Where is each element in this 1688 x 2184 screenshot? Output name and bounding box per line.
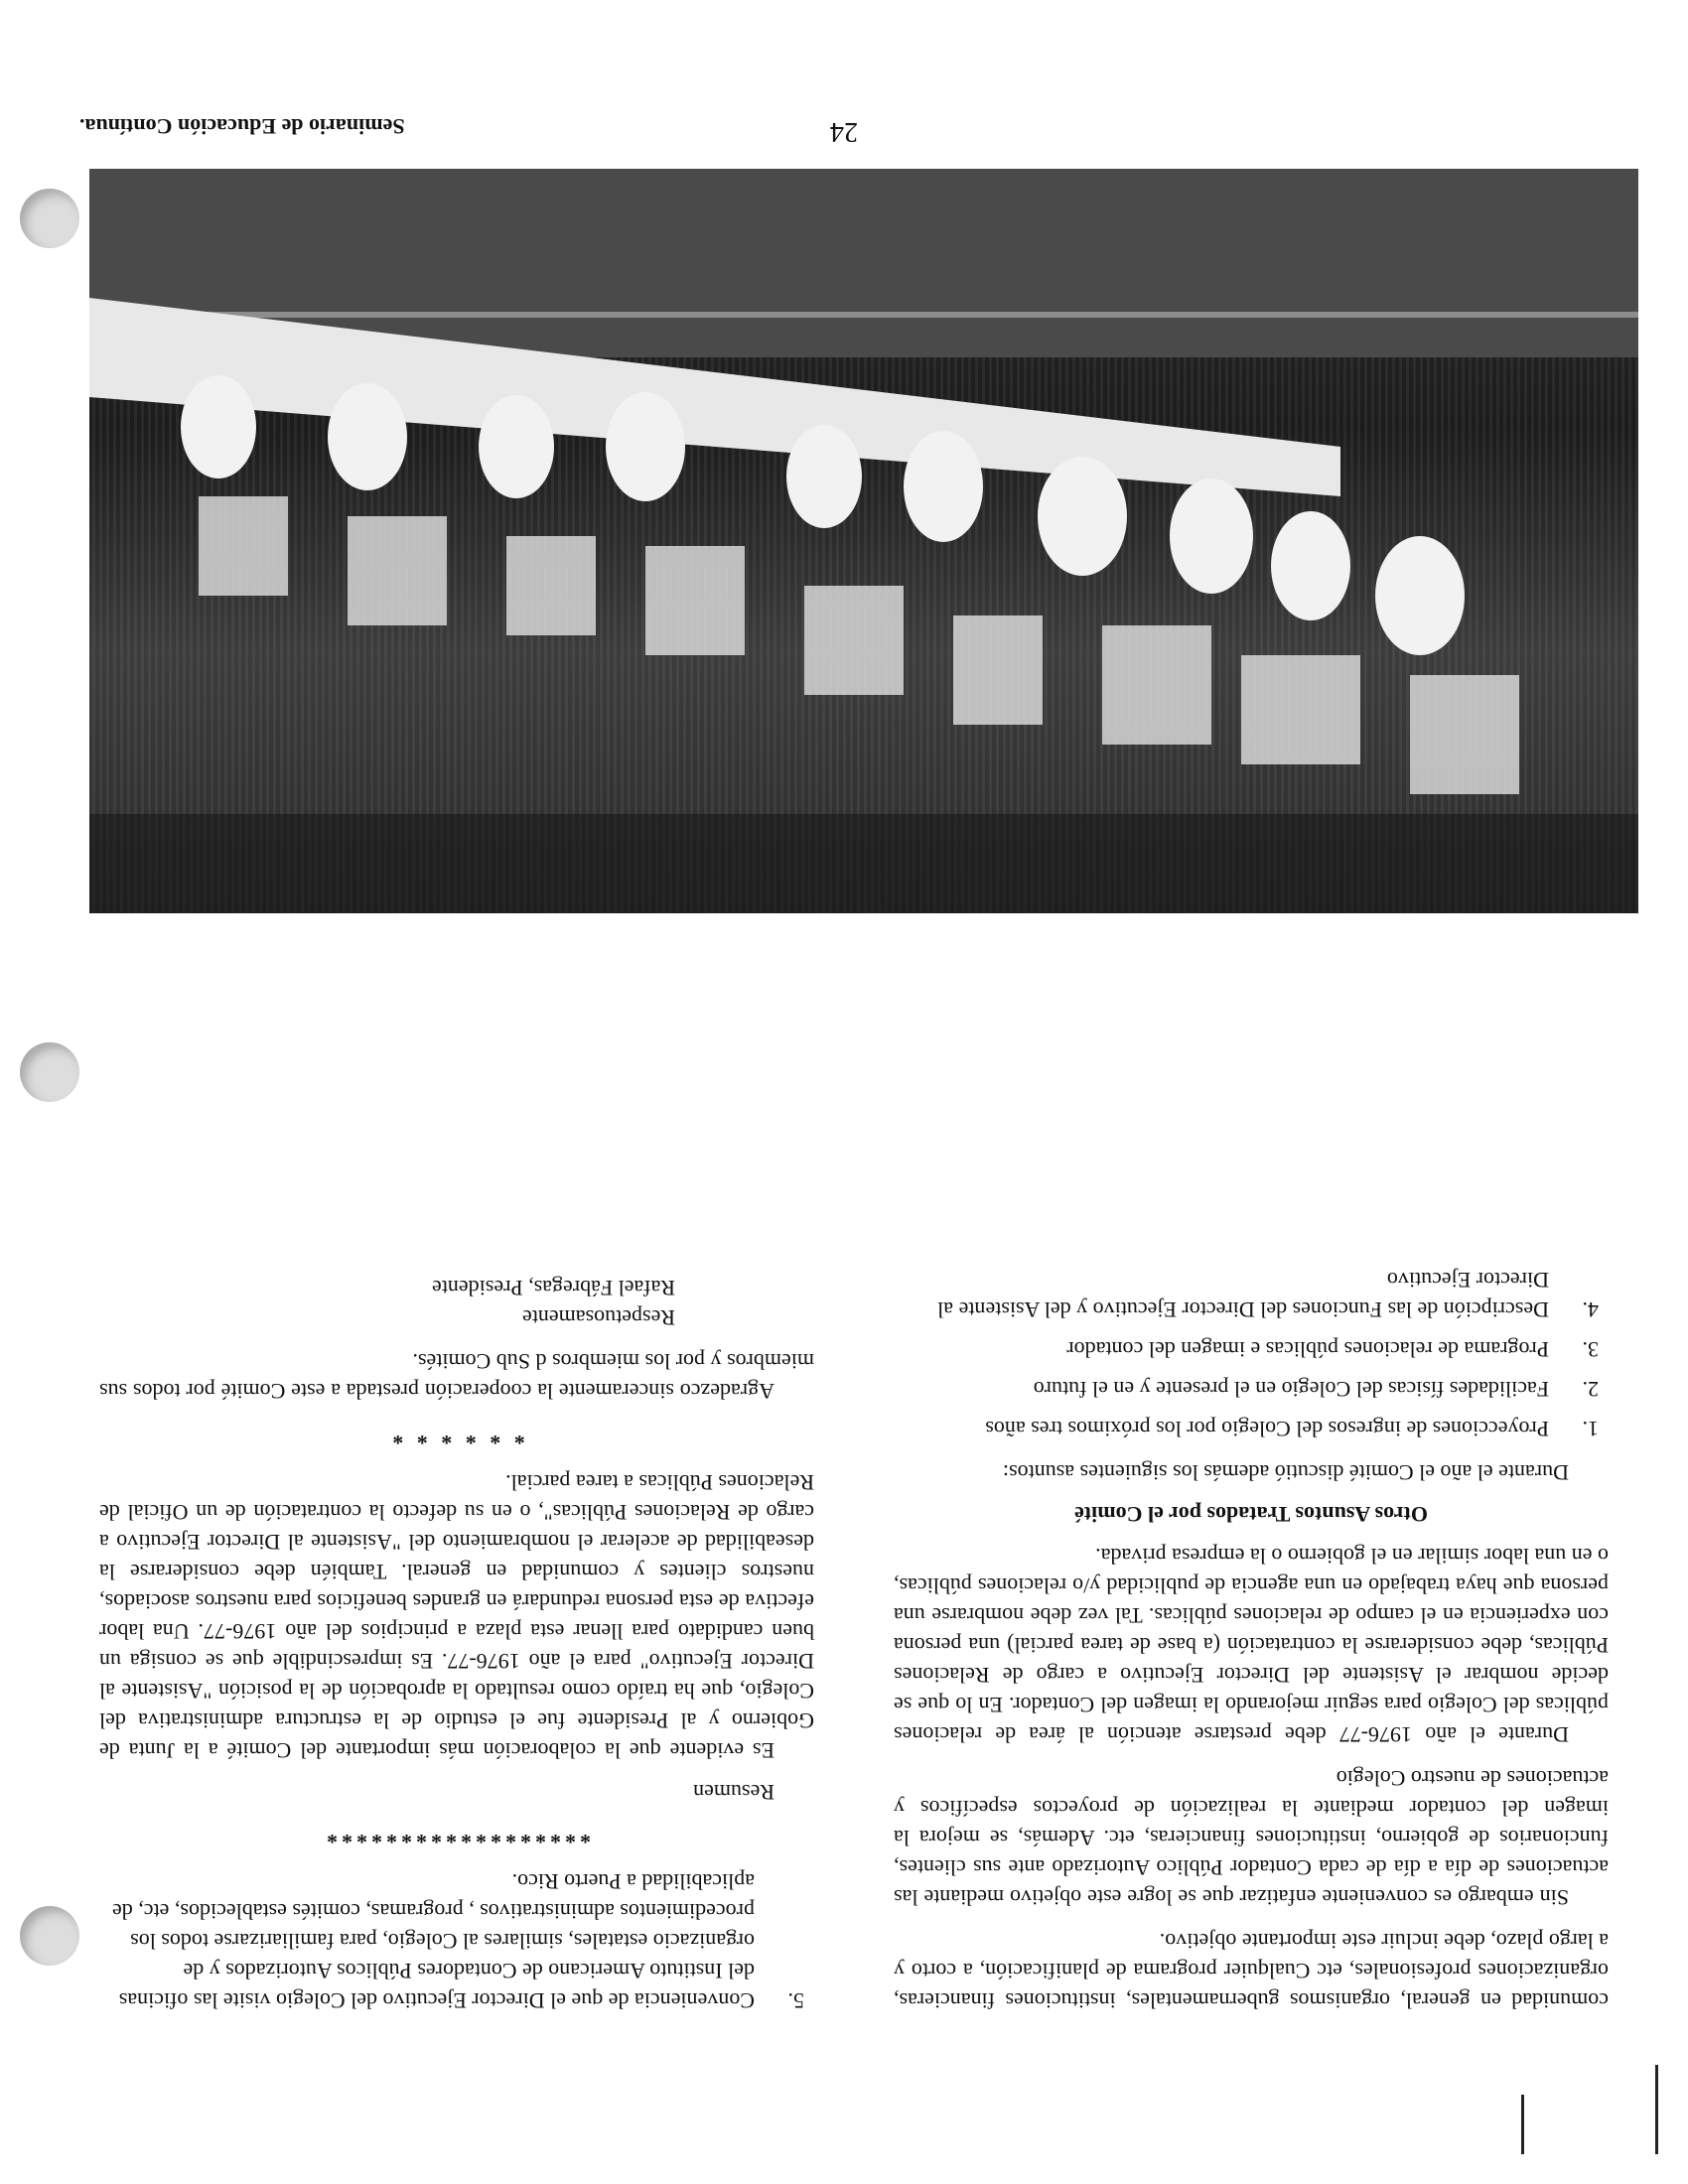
list-item — [894, 1414, 1609, 1443]
binder-hole-icon — [20, 1042, 79, 1102]
body-paragraph-2: Sin embargo es conveniente enfatizar que se logre este objetivo mediante las actuaciones de día a día de cada Contador Público Autorizado ante sus clientes, funcionarios de gobierno, instituciones financieras, etc. Además, se mejora la imagen del contador mediante la realización de proyectos específicos y actuaciones de nuestro Colegio — [894, 1766, 1609, 1910]
list-item-text: Facilidades físicas del Colegio en el presente y en el futuro — [1033, 1377, 1549, 1402]
list-item — [894, 1334, 1609, 1364]
summary-paragraph: Es evidente que la colaboración más importante del Comité a la Junta de Gobierno y al Presidente fue el estudio de la estructura administrativa del Colegio, que ha traído como resultado la aprobación de la posición "Asistente al Director Ejecutivo" para el año 1976-77. Es imprescindible que se consiga un buen candidato para llenar esta plaza a principios del año 1976-77. Una labor efectiva de esta persona redundará en grandes beneficios para nuestros asociados, nuestros clientes y comunidad en general. También debe considerarse la deseabilidad de acelerar el nombramiento del "Asistente al Director Ejecutivo a cargo de Relaciones Públicas", o en su defecto la contratación de un Oficial de Relaciones Públicas a tarea parcial. — [99, 1470, 814, 1763]
separator-stars: * * * * * * — [388, 1425, 525, 1449]
list-item — [894, 1265, 1609, 1324]
list-item-text: Programa de relaciones públicas e imagen del contador — [1066, 1337, 1549, 1362]
list-item-number: 1. — [1582, 1417, 1599, 1441]
list-item-text: Proyecciones de ingresos del Colegio por los próximos tres años — [985, 1417, 1549, 1441]
margin-mark — [1521, 2095, 1524, 2154]
body-paragraph-4: Durante el año el Comité discutió además los siguientes asuntos: — [1002, 1460, 1569, 1485]
section-heading-otros-asuntos: Otros Asuntos Tratados por el Comité — [1074, 1502, 1428, 1527]
closing-line: Respetuosamente — [522, 1305, 675, 1330]
list-item-text: Conveniencia de que el Director Ejecutivo del Colegio visite las oficinas del Instituto Americano de Contadores Públicos Autorizados y de organizacio estatales, similares al Colegio, para familiarizarse todos los procedimientos administrativos , programas, comités establecidos, etc, de aplicabilidad a Puerto Rico. — [112, 1869, 755, 2013]
binder-hole-icon — [20, 1906, 79, 1966]
list-item-number: 3. — [1582, 1337, 1599, 1362]
list-item-number: 2. — [1582, 1377, 1599, 1402]
topics-list-continued — [99, 1866, 814, 2015]
page-number: 24 — [830, 116, 858, 147]
list-item — [894, 1374, 1609, 1404]
list-item-number: 5. — [787, 1988, 804, 2013]
topics-list — [894, 1265, 1609, 1443]
page-header — [79, 87, 1609, 147]
group-photo-icon — [89, 169, 1638, 913]
binder-hole-icon — [20, 189, 79, 248]
list-item — [99, 1866, 814, 2015]
body-paragraph-3: Durante el año 1976-77 debe prestarse atención al área de relaciones públicas del Colegio para seguir mejorando la imagen del Contador. En lo que se decide nombrar el Asistente del Director Ejecutivo a cargo de Relaciones Públicas, debe considerarse la contratación (a base de tarea parcial) una persona con experiencia en el campo de relaciones públicas. Tal vez debe nombrarse una persona que haya trabajado en una agencia de publicidad y/o relaciones públicas, o en una labor similar en el gobierno o la empresa privada. — [894, 1544, 1609, 1747]
running-title: Seminario de Educación Contínua. — [79, 114, 405, 139]
left-column — [894, 1251, 1609, 2015]
separator-stars: ****************** — [323, 1824, 591, 1848]
group-photo — [89, 169, 1638, 913]
section-heading-resumen: Resumen — [693, 1780, 774, 1805]
intro-paragraph: comunidad en general, organismos gubernamentales, instituciones financieras, organizaciones profesionales, etc Cualquier programa de planificación, a corto y a largo plazo, debe incluir este importante objetivo. — [894, 1929, 1609, 2013]
thanks-paragraph: Agradezco sinceramente la cooperación prestada a este Comité por todos sus miembros y por los miembros d Sub Comités. — [99, 1349, 814, 1404]
margin-mark — [1655, 2065, 1658, 2154]
right-column — [99, 1273, 814, 2015]
signature-line: Rafael Fábregas, Presidente — [432, 1276, 675, 1300]
list-item-number: 4. — [1582, 1297, 1599, 1322]
list-item-text: Descripción de las Funciones del Director Ejecutivo y del Asistente al Director Ejecutivo — [937, 1268, 1549, 1322]
